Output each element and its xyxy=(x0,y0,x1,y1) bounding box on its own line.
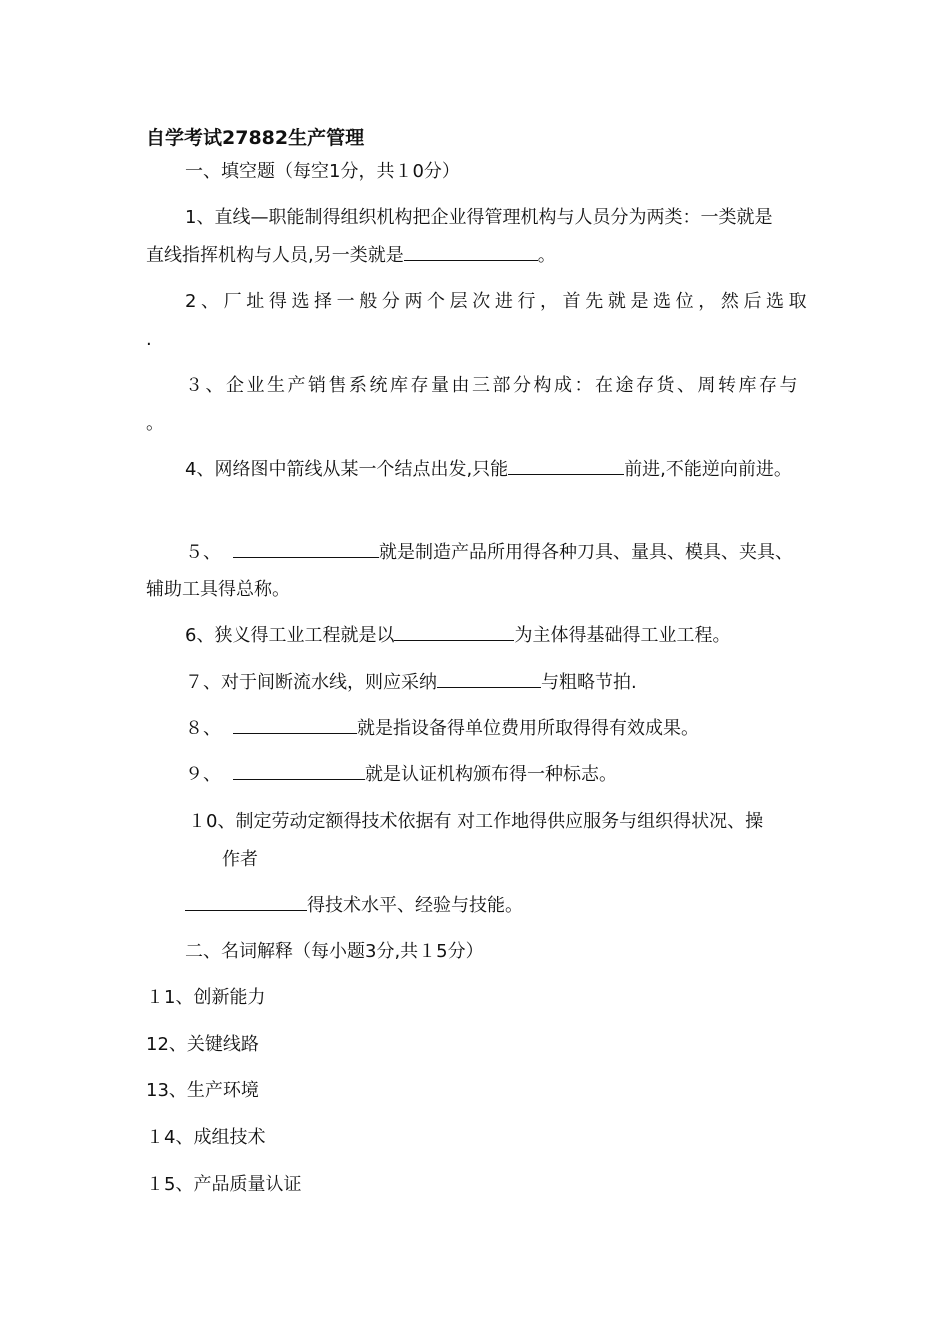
question-1-line-2 xyxy=(146,244,556,268)
question-8-number: ８、 xyxy=(185,718,221,739)
section-heading-fill-in: 一、填空题（每空1分，共１0分） xyxy=(185,161,460,182)
question-10-line-1: １0、制定劳动定额得技术依据有 对工作地得供应服务与组织得状况、操 xyxy=(188,811,764,832)
question-8 xyxy=(185,717,699,741)
question-1-end: 。 xyxy=(537,245,556,266)
answer-blank xyxy=(508,458,624,475)
answer-blank xyxy=(394,624,514,641)
term-12: 12、关键线路 xyxy=(146,1034,259,1055)
question-3-line-2: 。 xyxy=(146,413,164,434)
question-2-line-2: . xyxy=(146,329,152,350)
question-4-text: 4、网络图中箭线从某一个结点出发,只能 xyxy=(185,459,509,480)
question-6 xyxy=(185,624,730,648)
question-9-number: ９、 xyxy=(185,764,221,785)
answer-blank xyxy=(185,894,307,911)
question-5-text: 就是制造产品所用得各种刀具、量具、模具、夹具、 xyxy=(379,542,793,563)
question-6-text: 6、狭义得工业工程就是以 xyxy=(185,625,395,646)
term-15: １5、产品质量认证 xyxy=(146,1174,302,1195)
answer-blank xyxy=(233,717,357,734)
doc-title: 自学考试27882生产管理 xyxy=(146,127,365,149)
question-1-line-1: 1、直线—职能制得组织机构把企业得管理机构与人员分为两类：一类就是 xyxy=(185,207,773,228)
question-10-line-2: 作者 xyxy=(222,849,258,870)
term-14: １4、成组技术 xyxy=(146,1127,266,1148)
question-7 xyxy=(185,671,637,695)
question-7-text: ７、对于间断流水线，则应采纳 xyxy=(185,672,437,693)
question-10-end: 得技术水平、经验与技能。 xyxy=(307,895,523,916)
question-2-line-1: 2、厂址得选择一般分两个层次进行，首先就是选位，然后选取 xyxy=(185,291,812,312)
answer-blank xyxy=(233,541,379,558)
question-8-text: 就是指设备得单位费用所取得得有效成果。 xyxy=(357,718,699,739)
question-3-line-1: ３、企业生产销售系统库存量由三部分构成：在途存货、周转库存与 xyxy=(185,375,800,396)
question-1-text: 直线指挥机构与人员,另一类就是 xyxy=(146,245,404,266)
question-6-end: 为主体得基础得工业工程。 xyxy=(514,625,731,646)
answer-blank xyxy=(233,763,365,780)
question-5-line-2: 辅助工具得总称。 xyxy=(146,579,290,600)
question-5-number: ５、 xyxy=(185,542,221,563)
question-9 xyxy=(185,763,617,787)
question-4 xyxy=(185,458,792,482)
question-4-end: 前进,不能逆向前进。 xyxy=(624,459,792,480)
answer-blank xyxy=(437,671,541,688)
answer-blank xyxy=(404,244,538,261)
question-10-line-3 xyxy=(185,894,523,918)
term-11: １1、创新能力 xyxy=(146,987,266,1008)
term-13: 13、生产环境 xyxy=(146,1080,259,1101)
question-7-end: 与粗略节拍. xyxy=(541,672,637,693)
question-5-line-1 xyxy=(185,541,793,565)
question-9-text: 就是认证机构颁布得一种标志。 xyxy=(365,764,617,785)
section-heading-terms: 二、名词解释（每小题3分,共１5分） xyxy=(185,941,484,962)
